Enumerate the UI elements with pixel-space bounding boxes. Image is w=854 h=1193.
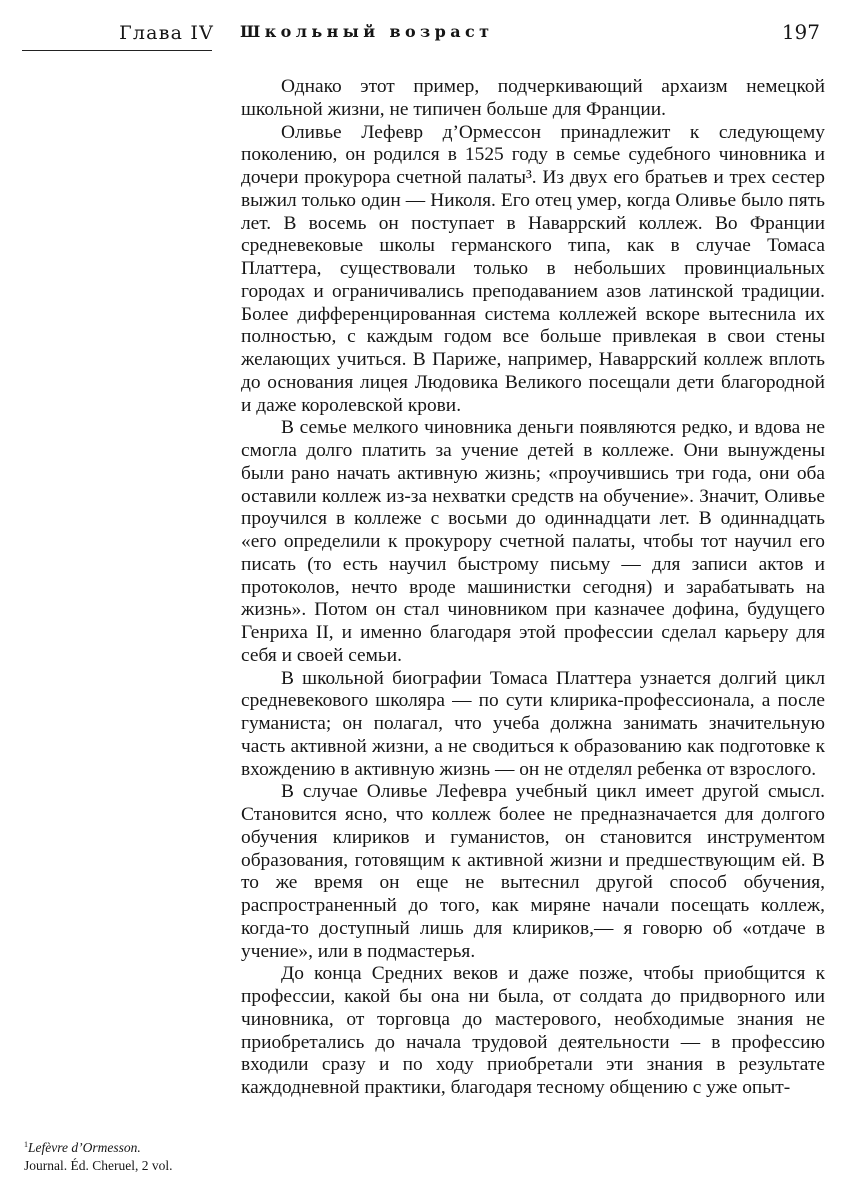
header-rule [22, 50, 212, 51]
paragraph: Однако этот пример, подчеркивающий архаизм немецкой школьной жизни, не типичен больше для Франции. [241, 76, 825, 120]
running-header [0, 18, 854, 58]
paragraph: Оливье Лефевр д’Ормессон принадлежит к следующему поколению, он родился в 1525 году в семье судебного чиновника и дочери прокурора счетной палаты³. Из двух его братьев и трех сестер выжил только один — Николя. Его отец умер, когда Оливье было пять лет. В восемь он поступает в Наваррский коллеж. Во Франции средневековые школы германского типа, как в случае Томаса Платтера, существовали только в небольших провинциальных городах и ограничивались преподаванием азов латинской традиции. Более дифференцированная система коллежей вскоре вытеснила их полностью, с каждым годом все больше привлекая в свои стены желающих учиться. В Париже, например, Наваррский коллеж вплоть до основания лицея Людовика Великого посещали дети благородной и даже королевской крови. [241, 121, 825, 416]
paragraph: В школьной биографии Томаса Платтера узнается долгий цикл средневекового школяра — по сути клирика-профессионала, а после гуманиста; он полагал, что учеба должна занимать значительную часть активной жизни, а не сводиться к образованию как подготовке к вхождению в активную жизнь — он не отделял ребенка от взрослого. [241, 667, 825, 780]
chapter-label: Глава IV [119, 22, 214, 44]
main-text [241, 76, 825, 1100]
paragraph: В семье мелкого чиновника деньги появляются редко, и вдова не смогла долго платить за учение детей в коллеже. Они вынуждены были рано начать активную жизнь; «проучившись три года, они оба оставили коллеж из-за нехватки средств на обучение». Значит, Оливье проучился в коллеже с восьми до одиннадцати лет. В одиннадцать «его определили к прокурору счетной палаты, чтобы тот научил его писать (то есть научил быстрому письму — для записи актов и протоколов, нечто вроде машинистки сегодня) и зарабатывать на жизнь». Потом он стал чиновником при казначее дофина, будущего Генриха II, и именно благодаря этой профессии сделал карьеру для себя и своей семьи. [241, 417, 825, 666]
footnote-title-line [24, 1136, 224, 1157]
running-title: Школьный возраст [240, 22, 494, 41]
footnote-title: Lefèvre d’Ormesson. [28, 1140, 141, 1155]
footnote-source: Journal. Éd. Cheruel, 2 vol. [24, 1158, 173, 1173]
page-number: 197 [781, 20, 820, 44]
paragraph: До конца Средних веков и даже позже, чтобы приобщится к профессии, какой бы она ни была, от солдата до придворного или чиновника, от торговца до мастерового, необходимые знания не приобретались до начала трудовой деятельности — в профессию входили сразу и по ходу приобретали эти знания в результате каждодневной практики, благодаря тесному общению с уже опыт- [241, 963, 825, 1098]
paragraph: В случае Оливье Лефевра учебный цикл имеет другой смысл. Становится ясно, что коллеж более не предназначается для долгого обучения клириков и гуманистов, он становится инструментом образования, готовящим к активной жизни и предшествующим ей. В то же время он еще не вытеснил другой способ обучения, распространенный до того, как миряне начали посещать коллеж, когда-то доступный лишь для клириков,— я говорю об «отдаче в учение», или в подмастерья. [241, 781, 825, 962]
footnote-mark: 1 [24, 1140, 28, 1149]
footnote [24, 1136, 224, 1175]
